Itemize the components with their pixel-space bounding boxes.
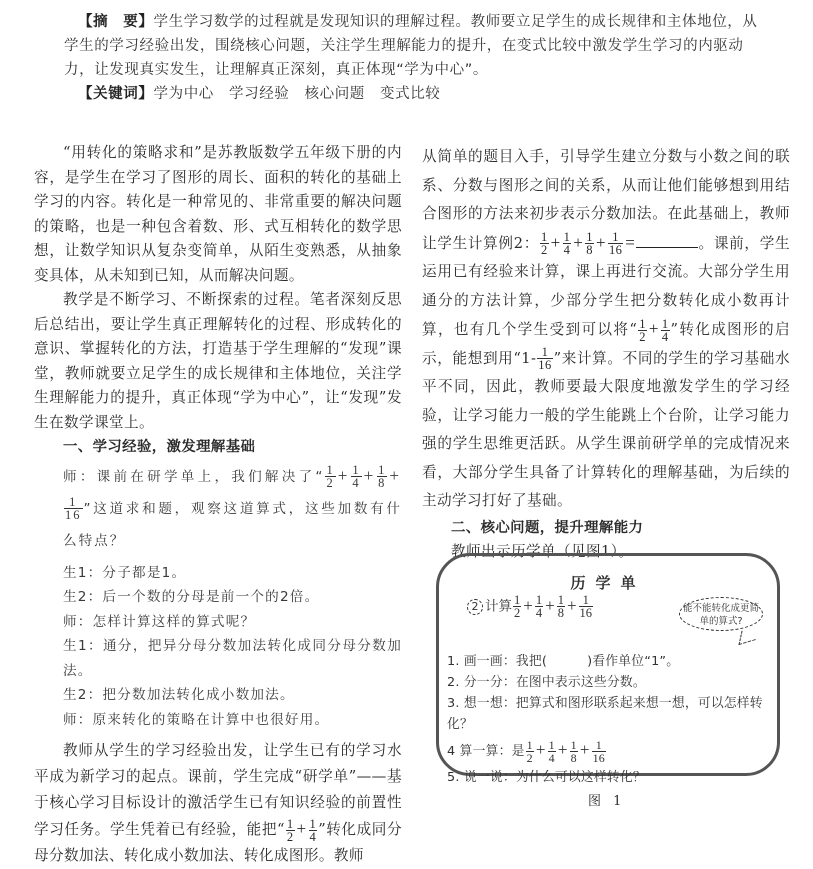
fraction-half: $\frac{1}{2}$ [326, 463, 335, 490]
answer-blank [636, 233, 698, 248]
fraction-eighth: $\frac{1}{8}$ [378, 463, 387, 490]
step-5: 5. 说一说：为什么可以这样转化？ [447, 770, 646, 785]
fraction-quarter: $\frac{1}{4}$ [563, 230, 571, 257]
step-1: 1. 画一画：我把( )看作单位“1”。 [447, 654, 680, 669]
circled-number-icon: 2 [467, 599, 483, 615]
fraction-half: $\frac{1}{2}$ [514, 593, 521, 620]
keywords-label: 【关键词】 [78, 86, 154, 102]
abstract-section [64, 10, 764, 106]
study-sheet-figure [436, 553, 780, 785]
abstract-paragraph [64, 10, 764, 82]
fraction-sixteenth: $\frac{1}{16}$ [579, 593, 593, 620]
figure-caption: 图 1 [588, 794, 626, 809]
dialogue-line: 生2：后一个数的分母是前一个的2倍。 [63, 589, 320, 605]
right-column [422, 143, 790, 565]
left-column [34, 141, 402, 869]
reflection-paragraph: 教学是不断学习、不断探索的过程。笔者深刻反思后总结出，要让学生真正理解转化的过程、形成转化的意识、掌握转化的方法，打造基于学生理解的“发现”课堂，教师就要立足学生的成长规律和主体地位，关注学生理解能力的提升，真正体现“学为中心”，让“发现”发生在数学课堂上。 [34, 291, 402, 431]
fraction-half: $\frac{1}{2}$ [526, 738, 533, 765]
step-3: 3. 想一想：把算式和图形联系起来想一想，可以怎样转化？ [447, 696, 763, 732]
keywords-text: 学为中心 学习经验 核心问题 变式比较 [153, 86, 441, 102]
fraction-quarter: $\frac{1}{4}$ [352, 463, 361, 490]
fraction-half: $\frac{1}{2}$ [540, 230, 548, 257]
figure-title: 历学单 [570, 574, 646, 592]
fraction-quarter: $\frac{1}{4}$ [548, 738, 555, 765]
step-2: 2. 分一分：在图中表示这些分数。 [447, 675, 646, 690]
thought-bubble: 能不能转化成更简单的算式? [679, 597, 763, 631]
dialogue-line: 师：原来转化的策略在计算中也很好用。 [63, 711, 330, 728]
keywords-paragraph [64, 82, 764, 106]
fraction-half: $\frac{1}{2}$ [639, 316, 646, 344]
section-heading-1: 一、学习经验，激发理解基础 [63, 439, 256, 455]
section-heading-2: 二、核心问题，提升理解能力 [451, 519, 644, 536]
fraction-eighth: $\frac{1}{8}$ [570, 738, 577, 765]
abstract-text: 学生学习数学的过程就是发现知识的理解过程。教师要立足学生的成长规律和主体地位，从学生的学习经验出发，围绕核心问题，关注学生理解能力的提升，在变式比较中激发学生学习的内驱动力，让发现真实发生，让理解真正深刻，真正体现“学为中心”。 [64, 14, 758, 78]
fraction-sixteenth: $\frac{1}{16}$ [65, 495, 82, 522]
fraction-eighth: $\frac{1}{8}$ [586, 230, 593, 257]
fraction-sixteenth: $\frac{1}{16}$ [608, 230, 623, 257]
intro-paragraph: “用转化的策略求和”是苏教版数学五年级下册的内容，是学生在学习了图形的周长、面积的转化的基础上学习的内容。转化是一种常见的、非常重要的解决问题的策略，也是一种包含着数、形、式互相转化的数学思想，让数学知识从复杂变简单，从陌生变熟悉，从抽象变具体，从未知到已知，从而解决问题。 [34, 144, 402, 284]
fraction-sixteenth: $\frac{1}{16}$ [592, 738, 606, 765]
dialogue-line: 生1：通分，把异分母分数加法转化成同分母分数加法。 [63, 638, 402, 679]
dialogue-line: 生2：把分数加法转化成小数加法。 [63, 687, 295, 703]
abstract-label: 【摘 要】 [78, 14, 154, 30]
teacher-question-pre: 师：课前在研学单上，我们解决了“ [63, 468, 325, 485]
step-4: 4 算一算：是 $\frac{1}{2}$ + $\frac{1}{4}$ + $\frac{1}{8}$ + $\frac{1}{16}$ [447, 738, 606, 765]
figure-intro: 教师出示历学单（见图1）。 [451, 543, 634, 560]
fraction-half: $\frac{1}{2}$ [286, 816, 294, 844]
figure-steps [447, 651, 777, 788]
teacher-question-post: ”这道求和题，观察这道算式，这些加数有什么特点？ [63, 500, 402, 549]
method-paragraph: 从简单的题目入手，引导学生建立分数与小数之间的联系、分数与图形之间的关系，从而让他们能够想到用结合图形的方法来初步表示分数加法。在此基础上，教师让学生计算例2： $\frac{1}{2}$ + $\frac{1}{4}$ + $\frac{1}{8}$ + $\frac{1}{16}$ = 。课前，学生运用已有经验来计算，课上再进行交流。大部分学生用通分的方法计算，少部分学生把分数转化成小数再计算，也有几个学生受到可以将“ $\frac{1}{2}$ + $\frac{1}{4}$ ”转化成图形的启示，能想到用“1- $\frac{1}{16}$ ”来计算。不同的学生的学习基础水平不同，因此，教师要最大限度地激发学生的学习经验，让学习能力一般的学生能跳上个台阶，让学习能力强的学生思维更活跃。从学生课前研学单的完成情况来看，大部分学生具备了计算转化的理解基础，为后续的主动学习打好了基础。 [422, 148, 790, 509]
dialogue-line: 生1：分子都是1。 [63, 564, 187, 581]
dialogue-line: 师：怎样计算这样的算式呢？ [63, 613, 256, 630]
teacher-question: 师：课前在研学单上，我们解决了“ $\frac{1}{2}$ + $\frac{1}{4}$ + $\frac{1}{8}$ + $\frac{1}{16}$ ”这道求和题，观察这道算式，这些加数有什么特点？ [63, 463, 402, 549]
fraction-sixteenth: $\frac{1}{16}$ [538, 345, 552, 372]
figure-question: 2 计算 $\frac{1}{2}$ + $\frac{1}{4}$ + $\frac{1}{8}$ + $\frac{1}{16}$ [467, 594, 594, 619]
fraction-quarter: $\frac{1}{4}$ [309, 816, 317, 844]
experience-paragraph: 教师从学生的学习经验出发，让学生已有的学习水平成为新学习的起点。课前，学生完成“研学单”——基于核心学习目标设计的激活学生已有知识经验的前置性学习任务。学生凭着已有经验，能把“ $\frac{1}{2}$ + $\frac{1}{4}$ ”转化成同分母分数加法、转化成小数加法、转化成图形。教师 [34, 742, 402, 864]
fraction-eighth: $\frac{1}{8}$ [557, 593, 564, 620]
fraction-quarter: $\frac{1}{4}$ [661, 316, 669, 344]
fraction-quarter: $\frac{1}{4}$ [535, 593, 543, 620]
